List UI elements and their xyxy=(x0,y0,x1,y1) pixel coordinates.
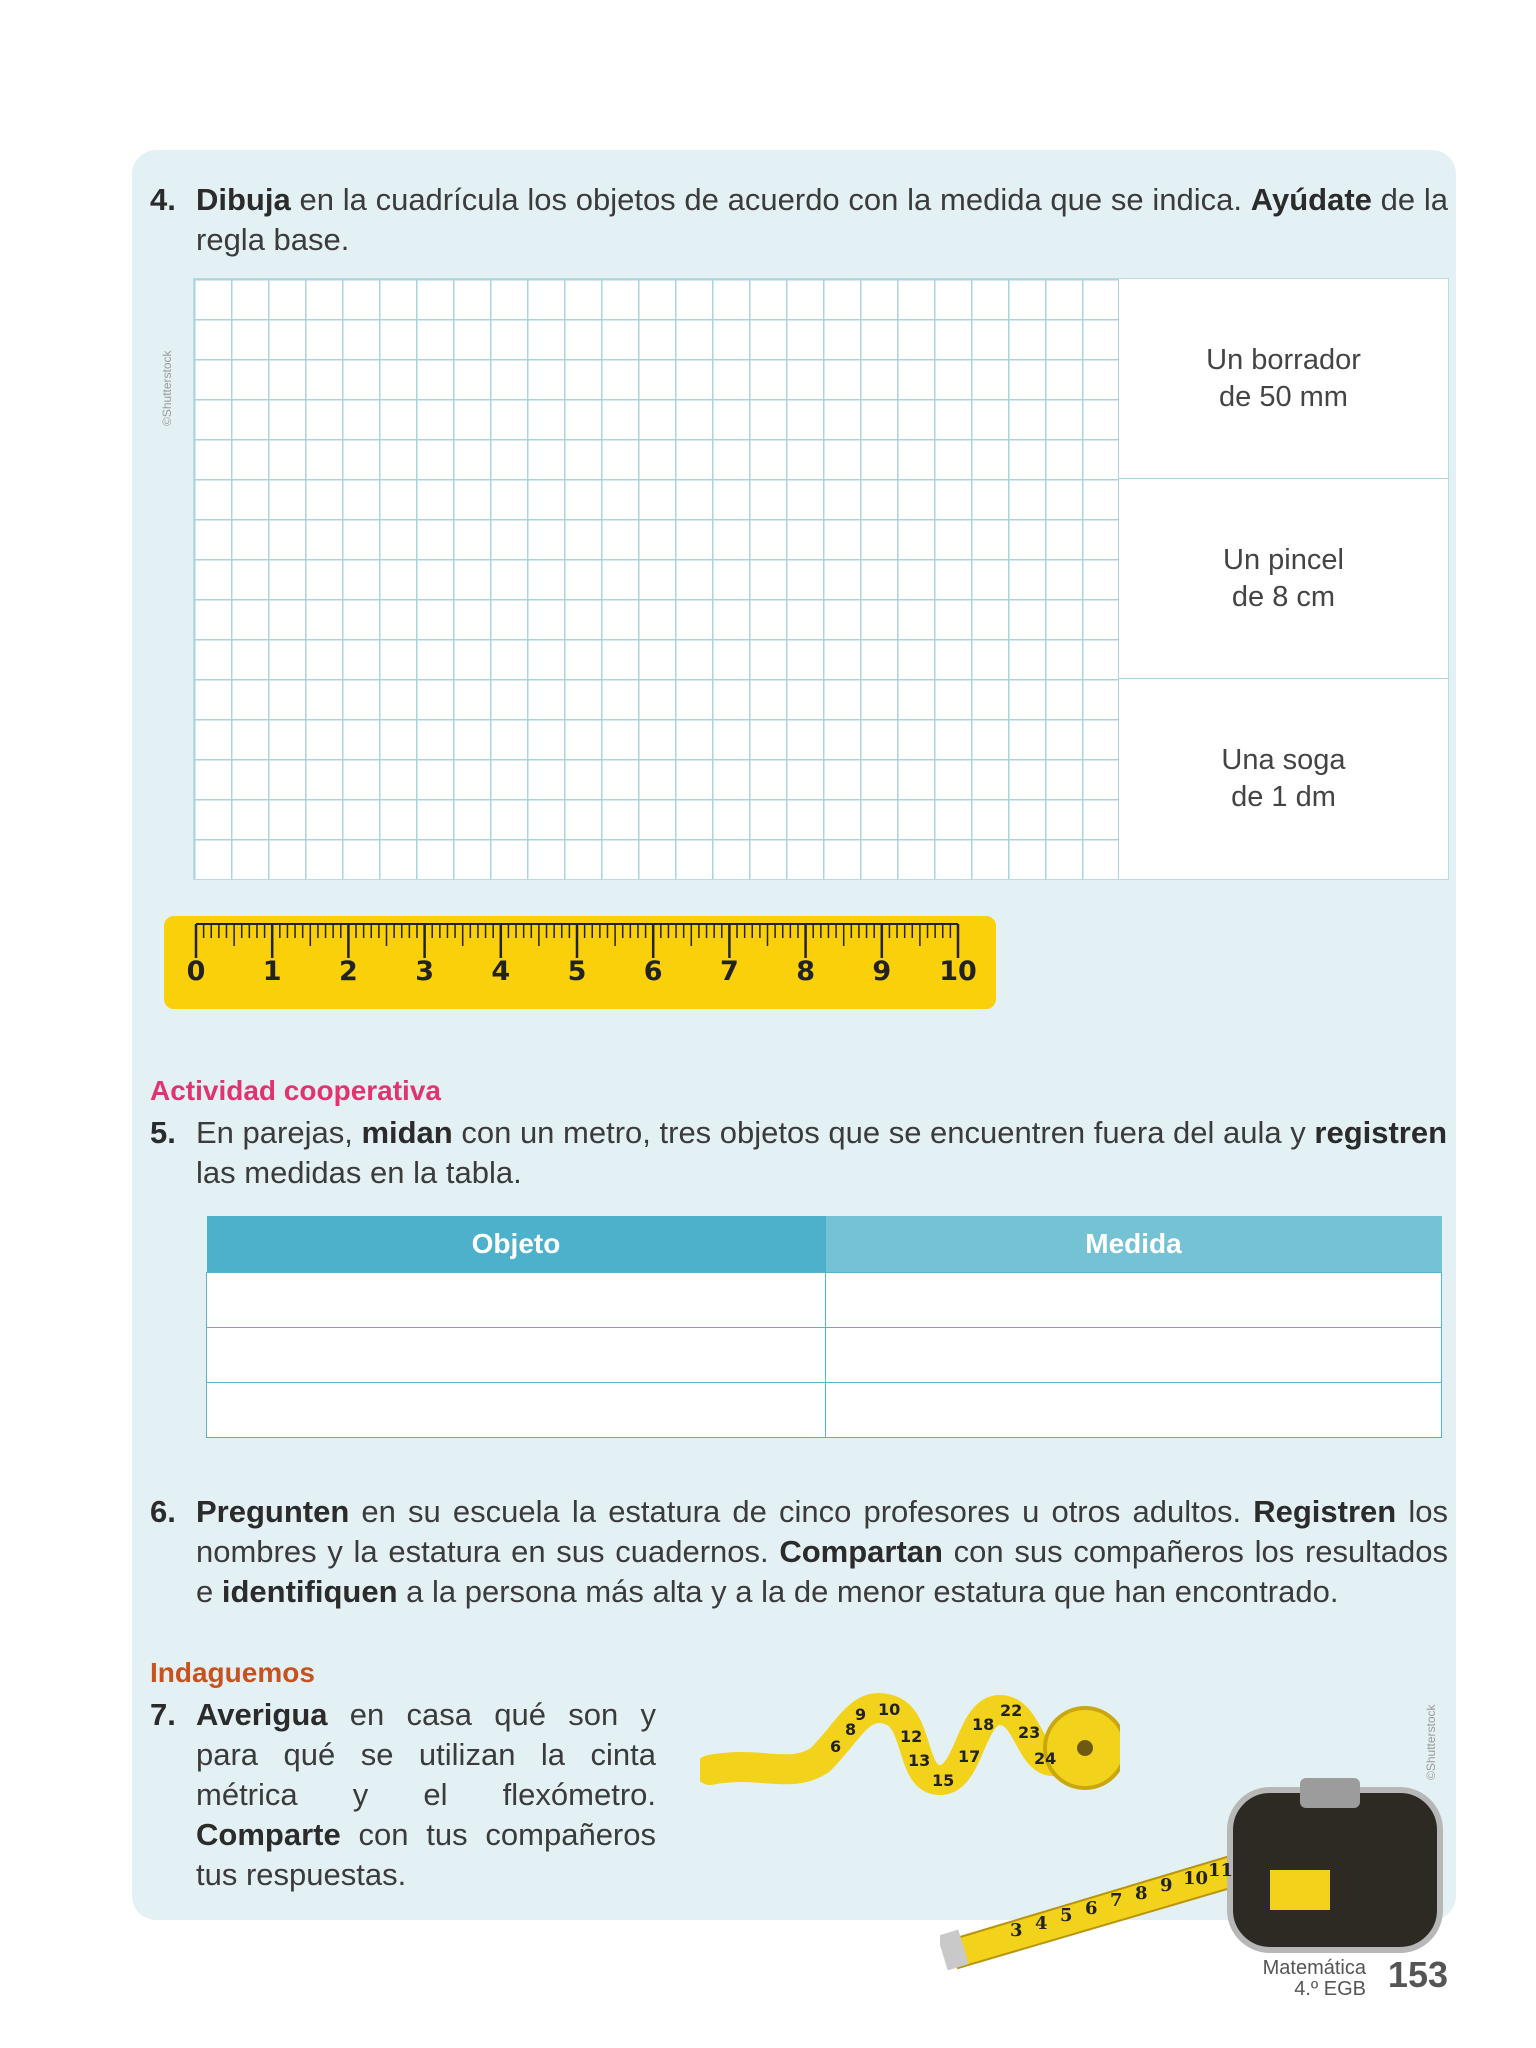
flexometer-clip xyxy=(1300,1778,1360,1808)
tape-number: 10 xyxy=(878,1700,901,1719)
label-line: Una soga xyxy=(1221,744,1346,776)
object-labels xyxy=(1118,279,1449,879)
label-brush xyxy=(1118,479,1449,679)
exercise-7 xyxy=(150,1695,656,1895)
ruler-number: 5 xyxy=(567,956,587,987)
tape-number: 12 xyxy=(900,1727,923,1746)
flexometer-number: 7 xyxy=(1110,1890,1123,1911)
flexometer-number: 5 xyxy=(1060,1905,1073,1926)
ruler-number: 9 xyxy=(872,956,892,987)
footer-grade: 4.º EGB xyxy=(1294,1978,1366,2000)
drawing-grid[interactable] xyxy=(194,279,1119,879)
instruction-text: con un metro, tres objetos que se encuentren fuera del aula y xyxy=(452,1115,1315,1150)
exercise-6 xyxy=(150,1492,1448,1612)
instruction-verb: midan xyxy=(361,1115,453,1150)
ruler-number: 7 xyxy=(720,956,739,987)
flexometer-number: 6 xyxy=(1085,1898,1098,1919)
ruler-number: 4 xyxy=(491,956,511,987)
instruction-verb: registren xyxy=(1314,1115,1448,1150)
exercise-number: 6. xyxy=(150,1494,176,1529)
measurement-table xyxy=(206,1216,1442,1438)
table-cell[interactable] xyxy=(207,1383,826,1438)
tape-number: 9 xyxy=(855,1705,867,1724)
instruction-text: con tus compañeros tus respuestas. xyxy=(196,1817,656,1892)
table-row xyxy=(207,1273,1442,1328)
instruction-text: en su escuela la estatura de cinco profesores u otros adultos. xyxy=(349,1494,1254,1529)
photo-credit: ©Shutterstock xyxy=(160,350,174,426)
table-cell[interactable] xyxy=(826,1273,1442,1328)
tape-number: 23 xyxy=(1018,1723,1041,1742)
investigate-heading: Indaguemos xyxy=(150,1657,315,1688)
ruler-number: 10 xyxy=(939,956,977,987)
table-row xyxy=(207,1328,1442,1383)
column-header-object: Objeto xyxy=(207,1216,826,1273)
exercise-number: 7. xyxy=(150,1697,176,1732)
flexometer-case xyxy=(1230,1790,1440,1950)
tape-number: 15 xyxy=(932,1771,955,1790)
flexometer-number: 10 xyxy=(1183,1868,1209,1889)
label-line: de 50 mm xyxy=(1219,380,1348,413)
instruction-text: de la regla base. xyxy=(196,182,1449,257)
label-line: Un pincel xyxy=(1223,543,1344,576)
instruction-verb: identifiquen xyxy=(221,1574,398,1609)
tape-number: 17 xyxy=(958,1747,981,1766)
footer-subject: Matemática xyxy=(1262,1957,1366,1979)
label-line: de 1 dm xyxy=(1231,781,1336,813)
instruction-text: en casa qué son y para qué se utilizan la cinta métrica y el flexómetro. xyxy=(196,1697,656,1812)
ruler-number: 2 xyxy=(339,956,358,987)
label-line: Un borrador xyxy=(1206,343,1361,376)
tape-number: 13 xyxy=(908,1751,931,1770)
table-cell[interactable] xyxy=(826,1328,1442,1383)
table-cell[interactable] xyxy=(207,1328,826,1383)
flexometer-image xyxy=(940,1770,1460,1970)
photo-credit: ©Shutterstock xyxy=(1424,1704,1438,1780)
tape-number: 22 xyxy=(1000,1701,1023,1720)
exercise-number: 4. xyxy=(150,182,176,217)
table-cell[interactable] xyxy=(826,1383,1442,1438)
flexometer-number: 8 xyxy=(1135,1883,1148,1904)
instruction-verb: Comparte xyxy=(196,1817,341,1852)
instruction-verb: Compartan xyxy=(779,1534,943,1569)
label-rope xyxy=(1118,679,1449,879)
cooperative-heading: Actividad cooperativa xyxy=(150,1075,441,1106)
tape-roll-center xyxy=(1077,1740,1093,1756)
flexometer-number: 3 xyxy=(1010,1920,1023,1941)
flexometer-lock xyxy=(1270,1870,1330,1910)
instruction-verb: Pregunten xyxy=(196,1494,350,1529)
drawing-grid-area xyxy=(193,278,1449,880)
table-row xyxy=(207,1383,1442,1438)
instruction-text: en la cuadrícula los objetos de acuerdo con la medida que se indica. xyxy=(290,182,1251,217)
column-header-measure: Medida xyxy=(826,1216,1442,1273)
exercise-5 xyxy=(150,1113,1448,1193)
table-cell[interactable] xyxy=(207,1273,826,1328)
instruction-verb: Dibuja xyxy=(196,182,291,217)
instruction-verb: Registren xyxy=(1253,1494,1397,1529)
instruction-text: En parejas, xyxy=(196,1115,362,1150)
tape-number: 18 xyxy=(972,1715,995,1734)
exercise-4 xyxy=(150,180,1449,260)
tape-number: 24 xyxy=(1034,1749,1057,1768)
label-line: de 8 cm xyxy=(1231,580,1336,613)
ruler-number: 3 xyxy=(415,956,434,987)
flexometer-number: 4 xyxy=(1035,1913,1048,1934)
instruction-text: las medidas en la tabla. xyxy=(196,1155,522,1190)
ruler-number: 6 xyxy=(643,956,663,987)
instruction-verb: Ayúdate xyxy=(1250,182,1372,217)
instruction-verb: Averigua xyxy=(196,1697,328,1732)
page-number: 153 xyxy=(1387,1954,1448,1995)
flexometer-number: 11 xyxy=(1208,1860,1234,1881)
flexometer-number: 9 xyxy=(1160,1875,1173,1896)
ruler-scale xyxy=(164,916,996,1009)
ruler-number: 1 xyxy=(262,956,282,987)
ruler-number: 8 xyxy=(796,956,815,987)
base-ruler xyxy=(164,916,996,1009)
instruction-text: los nombres y la estatura en sus cuadernos. xyxy=(196,1494,1448,1569)
ruler-number: 0 xyxy=(186,956,206,987)
exercise-number: 5. xyxy=(150,1115,176,1150)
footer-book-info xyxy=(1263,1958,1366,2000)
label-eraser xyxy=(1118,279,1449,479)
instruction-text: a la persona más alta y a la de menor estatura que han encontrado. xyxy=(397,1574,1339,1609)
tape-number: 8 xyxy=(845,1720,857,1739)
instruction-text: con sus compañeros los resultados e xyxy=(196,1534,1448,1609)
tape-number: 6 xyxy=(830,1737,842,1756)
